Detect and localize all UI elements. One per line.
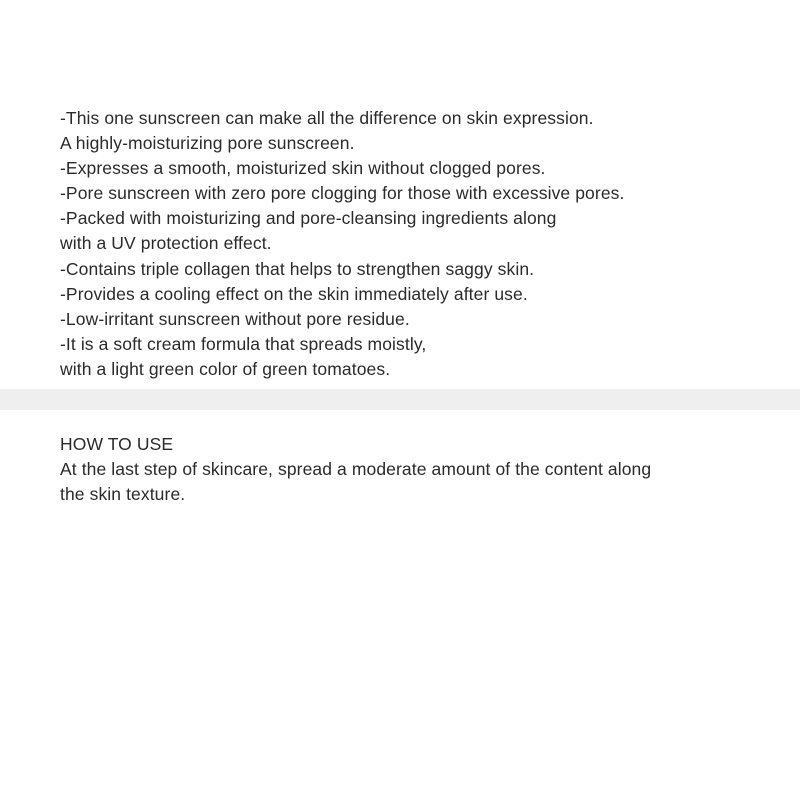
feature-line: -Low-irritant sunscreen without pore residue. [60,308,410,329]
how-to-use-text-line: the skin texture. [60,484,186,505]
feature-line: -Provides a cooling effect on the skin immediately after use. [60,283,528,304]
section-divider [0,389,800,410]
feature-line: -Contains triple collagen that helps to strengthen saggy skin. [60,258,535,279]
feature-line: with a light green color of green tomatoes. [60,358,391,379]
feature-line: A highly-moisturizing pore sunscreen. [60,133,355,154]
feature-line: -This one sunscreen can make all the difference on skin expression. [60,108,594,128]
feature-line: -Expresses a smooth, moisturized skin without clogged pores. [60,158,546,179]
feature-line: -Packed with moisturizing and pore-cleansing ingredients along [60,208,557,229]
how-to-use-heading: HOW TO USE [60,434,174,454]
how-to-use-text-line: At the last step of skincare, spread a moderate amount of the content along [60,459,652,480]
feature-line: -Pore sunscreen with zero pore clogging for those with excessive pores. [60,183,625,204]
features-section [60,106,780,382]
feature-line: -It is a soft cream formula that spreads moistly, [60,333,427,354]
how-to-use-section [60,432,780,507]
feature-line: with a UV protection effect. [60,233,272,254]
